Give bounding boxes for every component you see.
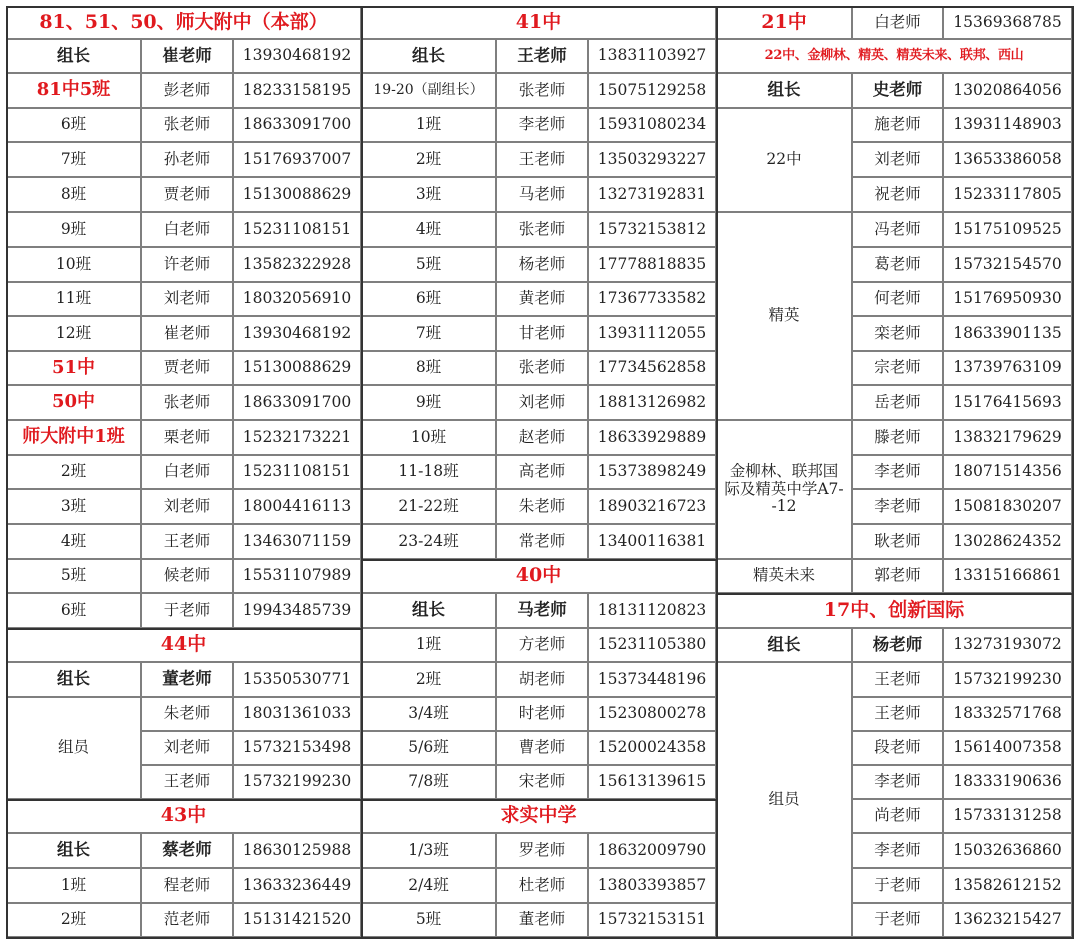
member-label: 组员	[6, 697, 141, 799]
phone-number: 18633901135	[943, 316, 1072, 351]
class-label: 9班	[361, 385, 496, 420]
class-label: 6班	[6, 593, 141, 628]
teacher-name: 方老师	[496, 628, 588, 662]
class-label: 4班	[361, 212, 496, 247]
teacher-name: 王老师	[852, 662, 943, 697]
phone-number: 18332571768	[943, 697, 1072, 731]
teacher-name: 王老师	[852, 697, 943, 731]
teacher-name: 李老师	[852, 455, 943, 489]
leader-label: 组长	[6, 833, 141, 868]
phone-number: 13028624352	[943, 524, 1072, 559]
teacher-name: 董老师	[496, 903, 588, 937]
teacher-name: 张老师	[141, 385, 233, 420]
class-label: 5班	[361, 903, 496, 937]
phone-number: 13400116381	[588, 524, 716, 559]
block-header: 41中	[361, 6, 716, 39]
class-label: 5班	[361, 247, 496, 282]
class-label: 10班	[6, 247, 141, 282]
phone-number: 15230800278	[588, 697, 716, 731]
leader-name: 崔老师	[141, 39, 233, 73]
school-label: 51中	[6, 351, 141, 385]
phone-number: 15032636860	[943, 833, 1072, 868]
phone-number: 13832179629	[943, 420, 1072, 455]
teacher-name: 张老师	[496, 212, 588, 247]
phone-number: 13930468192	[233, 316, 361, 351]
phone-number: 15732199230	[233, 765, 361, 799]
phone-number: 15176937007	[233, 142, 361, 177]
teacher-name: 刘老师	[496, 385, 588, 420]
phone-number: 17778818835	[588, 247, 716, 282]
leader-name: 马老师	[496, 593, 588, 628]
leader-label: 组长	[361, 39, 496, 73]
class-label: 2班	[6, 903, 141, 937]
class-label: 11班	[6, 282, 141, 316]
class-label: 1班	[361, 108, 496, 142]
phone-number: 18633091700	[233, 108, 361, 142]
group-label: 精英未来	[716, 559, 852, 593]
phone-number: 15231108151	[233, 455, 361, 489]
teacher-name: 赵老师	[496, 420, 588, 455]
phone-number: 13633236449	[233, 868, 361, 903]
leader-name: 董老师	[141, 662, 233, 697]
teacher-name: 刘老师	[852, 142, 943, 177]
teacher-name: 时老师	[496, 697, 588, 731]
class-label: 6班	[6, 108, 141, 142]
teacher-name: 胡老师	[496, 662, 588, 697]
class-label: 12班	[6, 316, 141, 351]
teacher-name: 何老师	[852, 282, 943, 316]
phone-number: 13582322928	[233, 247, 361, 282]
leader-phone: 13273193072	[943, 628, 1072, 662]
teacher-name: 宗老师	[852, 351, 943, 385]
phone-number: 15175109525	[943, 212, 1072, 247]
leader-label: 组长	[6, 662, 141, 697]
teacher-name: 宋老师	[496, 765, 588, 799]
phone-number: 15732153151	[588, 903, 716, 937]
group-label: 22中	[716, 108, 852, 212]
teacher-name: 祝老师	[852, 177, 943, 212]
teacher-name: 高老师	[496, 455, 588, 489]
member-label: 组员	[716, 662, 852, 937]
block-header: 43中	[6, 799, 361, 833]
class-label: 师大附中1班	[6, 420, 141, 455]
class-label: 21-22班	[361, 489, 496, 524]
teacher-name: 葛老师	[852, 247, 943, 282]
phone-number: 15613139615	[588, 765, 716, 799]
class-label: 8班	[6, 177, 141, 212]
phone-number: 15614007358	[943, 731, 1072, 765]
class-label: 4班	[6, 524, 141, 559]
phone-number: 15176415693	[943, 385, 1072, 420]
class-label: 5/6班	[361, 731, 496, 765]
teacher-name: 段老师	[852, 731, 943, 765]
leader-name: 王老师	[496, 39, 588, 73]
class-label: 81中5班	[6, 73, 141, 108]
teacher-name: 王老师	[141, 765, 233, 799]
phone-number: 15176950930	[943, 282, 1072, 316]
teacher-name: 范老师	[141, 903, 233, 937]
class-label: 8班	[361, 351, 496, 385]
teacher-name: 黄老师	[496, 282, 588, 316]
phone-number: 15732153812	[588, 212, 716, 247]
phone-number: 15130088629	[233, 177, 361, 212]
class-label: 1/3班	[361, 833, 496, 868]
class-label: 7/8班	[361, 765, 496, 799]
class-label: 3班	[6, 489, 141, 524]
phone-number: 18071514356	[943, 455, 1072, 489]
teacher-name: 刘老师	[141, 282, 233, 316]
teacher-name: 李老师	[496, 108, 588, 142]
leader-label: 组长	[361, 593, 496, 628]
leader-phone: 18131120823	[588, 593, 716, 628]
teacher-name: 张老师	[141, 108, 233, 142]
teacher-name: 白老师	[141, 212, 233, 247]
block-header: 22中、金柳林、精英、精英未来、联邦、西山	[716, 39, 1072, 73]
phone-number: 15231108151	[233, 212, 361, 247]
teacher-name: 杜老师	[496, 868, 588, 903]
phone-number: 18333190636	[943, 765, 1072, 799]
phone-number: 15732154570	[943, 247, 1072, 282]
teacher-name: 朱老师	[141, 697, 233, 731]
phone-number: 18233158195	[233, 73, 361, 108]
phone-number: 13653386058	[943, 142, 1072, 177]
school-label: 50中	[6, 385, 141, 420]
group-label: 精英	[716, 212, 852, 420]
class-label: 7班	[361, 316, 496, 351]
class-label: 6班	[361, 282, 496, 316]
phone-number: 13503293227	[588, 142, 716, 177]
phone-number: 15131421520	[233, 903, 361, 937]
class-label: 2/4班	[361, 868, 496, 903]
leader-phone: 13020864056	[943, 73, 1072, 108]
teacher-name: 尚老师	[852, 799, 943, 833]
phone-number: 15531107989	[233, 559, 361, 593]
teacher-name: 贾老师	[141, 351, 233, 385]
phone-number: 18031361033	[233, 697, 361, 731]
class-label: 9班	[6, 212, 141, 247]
phone-number: 13803393857	[588, 868, 716, 903]
teacher-name: 罗老师	[496, 833, 588, 868]
phone-number: 15369368785	[943, 6, 1072, 39]
phone-number: 15233117805	[943, 177, 1072, 212]
class-label: 3/4班	[361, 697, 496, 731]
class-label: 7班	[6, 142, 141, 177]
leader-label: 组长	[716, 73, 852, 108]
leader-phone: 15350530771	[233, 662, 361, 697]
block-header: 17中、创新国际	[716, 593, 1072, 628]
phone-number: 18633091700	[233, 385, 361, 420]
teacher-name: 郭老师	[852, 559, 943, 593]
phone-number: 13931112055	[588, 316, 716, 351]
class-label: 3班	[361, 177, 496, 212]
phone-number: 15732199230	[943, 662, 1072, 697]
teacher-name: 孙老师	[141, 142, 233, 177]
phone-number: 18032056910	[233, 282, 361, 316]
teacher-name: 冯老师	[852, 212, 943, 247]
teacher-name: 常老师	[496, 524, 588, 559]
phone-number: 15075129258	[588, 73, 716, 108]
block-header: 求实中学	[361, 799, 716, 833]
phone-number: 13463071159	[233, 524, 361, 559]
class-label: 23-24班	[361, 524, 496, 559]
phone-number: 15232173221	[233, 420, 361, 455]
class-label: 2班	[6, 455, 141, 489]
teacher-name: 李老师	[852, 489, 943, 524]
class-label: 10班	[361, 420, 496, 455]
phone-number: 15931080234	[588, 108, 716, 142]
teacher-name: 李老师	[852, 833, 943, 868]
teacher-name: 刘老师	[141, 731, 233, 765]
teacher-name: 刘老师	[141, 489, 233, 524]
phone-number: 13582612152	[943, 868, 1072, 903]
phone-number: 18632009790	[588, 833, 716, 868]
teacher-name: 张老师	[496, 351, 588, 385]
teacher-name: 于老师	[852, 903, 943, 937]
teacher-name: 栗老师	[141, 420, 233, 455]
teacher-name: 王老师	[141, 524, 233, 559]
teacher-name: 崔老师	[141, 316, 233, 351]
teacher-name: 彭老师	[141, 73, 233, 108]
phone-number: 13739763109	[943, 351, 1072, 385]
teacher-name: 候老师	[141, 559, 233, 593]
teacher-name: 李老师	[852, 765, 943, 799]
block-header: 40中	[361, 559, 716, 593]
leader-phone: 13831103927	[588, 39, 716, 73]
block-header: 21中	[716, 6, 852, 39]
class-label: 11-18班	[361, 455, 496, 489]
class-label: 1班	[6, 868, 141, 903]
phone-number: 18903216723	[588, 489, 716, 524]
leader-name: 史老师	[852, 73, 943, 108]
teacher-name: 岳老师	[852, 385, 943, 420]
phone-number: 15732153498	[233, 731, 361, 765]
phone-number: 18813126982	[588, 385, 716, 420]
phone-number: 15130088629	[233, 351, 361, 385]
class-label: 19-20（副组长）	[361, 73, 496, 108]
phone-number: 13273192831	[588, 177, 716, 212]
phone-number: 17734562858	[588, 351, 716, 385]
teacher-name: 耿老师	[852, 524, 943, 559]
teacher-name: 马老师	[496, 177, 588, 212]
teacher-name: 栾老师	[852, 316, 943, 351]
teacher-name: 白老师	[141, 455, 233, 489]
leader-label: 组长	[6, 39, 141, 73]
block-header: 81、51、50、师大附中（本部）	[6, 6, 361, 39]
phone-number: 15081830207	[943, 489, 1072, 524]
phone-number: 19943485739	[233, 593, 361, 628]
phone-number: 13623215427	[943, 903, 1072, 937]
leader-phone: 13930468192	[233, 39, 361, 73]
teacher-name: 白老师	[852, 6, 943, 39]
teacher-name: 甘老师	[496, 316, 588, 351]
teacher-name: 曹老师	[496, 731, 588, 765]
phone-number: 17367733582	[588, 282, 716, 316]
block-header: 44中	[6, 628, 361, 662]
teacher-name: 滕老师	[852, 420, 943, 455]
teacher-name: 朱老师	[496, 489, 588, 524]
phone-number: 13931148903	[943, 108, 1072, 142]
group-label: 金柳林、联邦国际及精英中学A7--12	[716, 420, 852, 559]
phone-number: 15373898249	[588, 455, 716, 489]
leader-phone: 18630125988	[233, 833, 361, 868]
phone-number: 15231105380	[588, 628, 716, 662]
phone-number: 13315166861	[943, 559, 1072, 593]
phone-number: 15373448196	[588, 662, 716, 697]
teacher-name: 施老师	[852, 108, 943, 142]
teacher-name: 许老师	[141, 247, 233, 282]
teacher-name: 于老师	[852, 868, 943, 903]
class-label: 1班	[361, 628, 496, 662]
phone-number: 18633929889	[588, 420, 716, 455]
teacher-name: 张老师	[496, 73, 588, 108]
class-label: 5班	[6, 559, 141, 593]
class-label: 2班	[361, 662, 496, 697]
teacher-name: 王老师	[496, 142, 588, 177]
phone-number: 18004416113	[233, 489, 361, 524]
teacher-name: 于老师	[141, 593, 233, 628]
teacher-name: 贾老师	[141, 177, 233, 212]
teacher-name: 杨老师	[496, 247, 588, 282]
class-label: 2班	[361, 142, 496, 177]
leader-label: 组长	[716, 628, 852, 662]
phone-number: 15200024358	[588, 731, 716, 765]
leader-name: 蔡老师	[141, 833, 233, 868]
phone-number: 15733131258	[943, 799, 1072, 833]
teacher-name: 程老师	[141, 868, 233, 903]
leader-name: 杨老师	[852, 628, 943, 662]
